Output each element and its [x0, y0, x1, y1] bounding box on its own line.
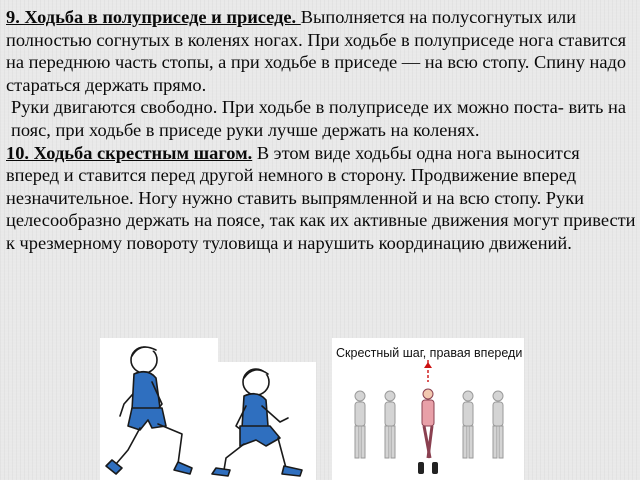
paragraph-9 [6, 6, 636, 96]
illustrations [0, 332, 640, 480]
cross-step-illustration [332, 338, 524, 480]
heading-10: 10. Ходьба скрестным шагом. [6, 142, 253, 163]
paragraph-9-continued: Руки двигаются свободно. При ходьбе в полуприседе их можно поста- вить на пояс, при ходьбе в приседе руки лучше держать на коленях. [11, 97, 627, 140]
paragraph-9-body: Выполняется на полусогнутых или полностью согнутых в коленях ногах. При ходьбе в полуприседе нога ставится на переднюю часть стопы, а при ходьбе в приседе — на всю стопу. Спину надо стараться держать прямо. [6, 7, 627, 95]
arrow-icon [424, 360, 432, 382]
half-squat-walk-illustration [100, 338, 218, 480]
paragraph-10-body: В этом виде ходьбы одна нога выносится вперед и ставится перед другой немного в сторону. Продвижение вперед незначительное. Ногу нужно ставить выпрямленной и на всю стопу. Руки целесообразно держать на поясе, так как их активные движения могут привести к чрезмерному повороту туловища и нарушить координацию движений. [6, 142, 636, 253]
heading-9: 9. Ходьба в полуприседе и приседе. [6, 7, 301, 27]
text-block [6, 6, 636, 255]
squat-walk-illustration [206, 362, 316, 480]
paragraph-10 [6, 142, 636, 255]
illustration-caption: Скрестный шаг, правая впереди [336, 346, 523, 360]
